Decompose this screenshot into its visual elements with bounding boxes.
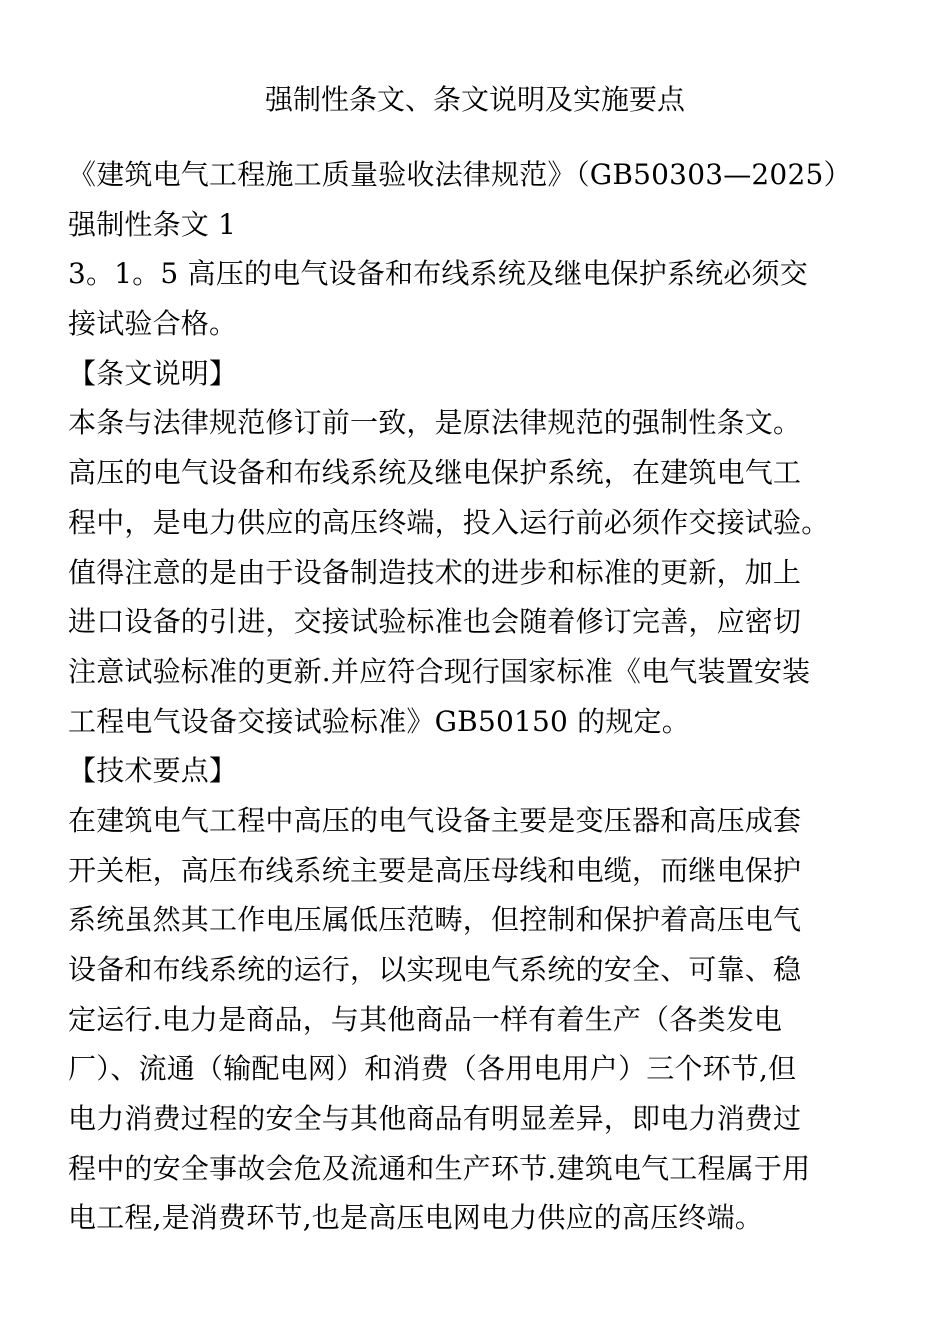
paragraph-line: 程中的安全事故会危及流通和生产环节.建筑电气工程属于用 [68, 1151, 811, 1185]
paragraph-line: 在建筑电气工程中高压的电气设备主要是变压器和高压成套 [68, 803, 802, 837]
paragraph-line: 程中，是电力供应的高压终端，投入运行前必须作交接试验。 [68, 505, 830, 539]
technical-points-heading: 【技术要点】 [68, 754, 238, 788]
paragraph-line: 进口设备的引进，交接试验标准也会随着修订完善，应密切 [68, 605, 802, 639]
clause-text-line: 接试验合格。 [68, 307, 238, 341]
paragraph-line: 系统虽然其工作电压属低压范畴，但控制和保护着高压电气 [68, 903, 802, 937]
paragraph-line: 工程电气设备交接试验标准》GB50150 的规定。 [68, 704, 690, 738]
clause-explanation-heading: 【条文说明】 [68, 356, 238, 390]
standard-name-line: 《建筑电气工程施工质量验收法律规范》（GB50303—2025） [68, 158, 852, 191]
document-body [68, 150, 888, 1243]
paragraph-line: 定运行.电力是商品，与其他商品一样有着生产（各类发电 [68, 1002, 783, 1036]
document-title: 强制性条文、条文说明及实施要点 [264, 83, 685, 116]
paragraph-line: 注意试验标准的更新.并应符合现行国家标准《电气装置安装 [68, 654, 811, 688]
paragraph-line: 电工程,是消费环节,也是高压电网电力供应的高压终端。 [68, 1201, 764, 1235]
clause-text-line: 3。1。5 高压的电气设备和布线系统及继电保护系统必须交 [68, 257, 808, 291]
paragraph-line: 电力消费过程的安全与其他商品有明显差异，即电力消费过 [68, 1102, 802, 1136]
mandatory-clause-heading: 强制性条文 1 [68, 207, 237, 241]
paragraph-line: 高压的电气设备和布线系统及继电保护系统，在建筑电气工 [68, 456, 802, 490]
paragraph-line: 值得注意的是由于设备制造技术的进步和标准的更新，加上 [68, 555, 802, 589]
paragraph-line: 厂）、流通（输配电网）和消费（各用电用户）三个环节,但 [68, 1052, 797, 1086]
paragraph-line: 本条与法律规范修订前一致，是原法律规范的强制性条文。 [68, 406, 802, 440]
paragraph-line: 设备和布线系统的运行，以实现电气系统的安全、可靠、稳 [68, 953, 802, 986]
paragraph-line: 开关柜，高压布线系统主要是高压母线和电缆，而继电保护 [68, 853, 802, 887]
